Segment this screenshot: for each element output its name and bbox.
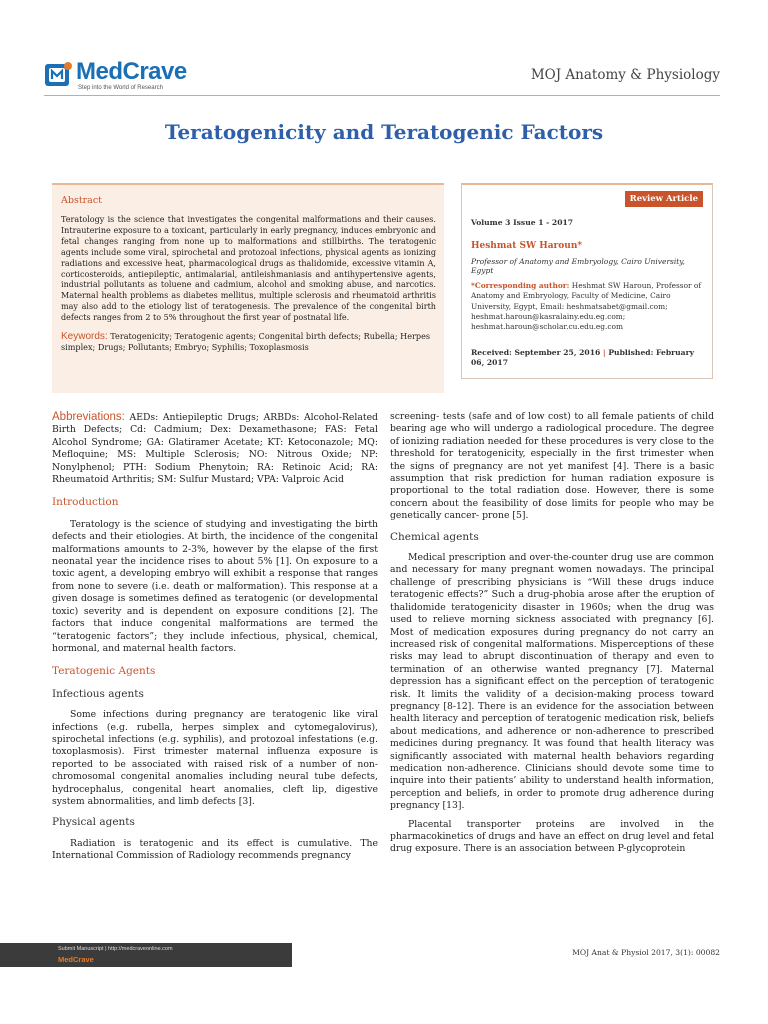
corresponding-label: *Corresponding author: xyxy=(471,281,570,290)
abstract-box xyxy=(52,183,444,393)
abstract-heading: Abstract xyxy=(61,195,102,206)
infectious-agents-heading: Infectious agents xyxy=(52,687,144,700)
logo-wordmark: MedCrave xyxy=(76,58,187,85)
radiation-continued-text: screening- tests (safe and of low cost) to all female patients of child bearing age who will undergo a radiological procedure. The degree of ionizing radiation needed for these procedures is very close to the threshold for teratogenicity, especially in the first trimester when the signs of pregnancy are not yet manifest [4]. There is a basic assumption that risk prediction for human radiation exposure is proportional to the total radiation dose. However, there is some concern about the feasibility of dose limits for people who may be genetically cancer- prone [5]. xyxy=(390,411,714,522)
abstract-text: Teratology is the science that investigates the congenital malformations and their causes. Intrauterine exposure to a toxicant, particularly in early pregnancy, induces embryonic and fetal changes ranging from none up to malformations and stillbirths. The teratogenic agents include some viral, spirochetal and protozoal infections, physical agents as ionizing radiations and excessive heat, pharmacological drugs as thalidomide, excessive vitamin A, corticosteroids, antiepileptic, antimalarial, antileishmaniasis and antihypertensive agents, industrial pollutants as toluene and cadmium, alcohol and smoking abuse, and narcotics. Maternal health problems as diabetes mellitus, multiple sclerosis and rheumatoid arthritis may also add to the etiology list of teratogenesis. The prevalence of the congenital birth defects ranges from 2 to 5% throughout the first year of postnatal life. xyxy=(61,215,436,323)
article-type-badge: Review Article xyxy=(625,191,703,207)
footer-citation: MOJ Anat & Physiol 2017, 3(1): 00082 xyxy=(572,948,720,957)
medcrave-logo-icon xyxy=(44,60,74,90)
keywords xyxy=(61,331,436,353)
corresponding-details[interactable]: Heshmat SW Haroun, Professor of Anatomy and Embryology, Faculty of Medicine, Cairo University, Egypt, Email: heshmatsabet@gmail.com; heshmat.haroun@kasralainy.edu.eg.com; heshmat.haroun@scholar.cu.edu.eg.com xyxy=(471,281,702,332)
infectious-agents-text: Some infections during pregnancy are teratogenic like viral infections (e.g. rubella, herpes simplex and cytomegalovirus), spirochetal infections (e.g. syphilis), and protozoal infestations (e.g. toxoplasmosis). First trimester maternal influenza exposure is reported to be associated with raised risk of a number of non-chromosomal congenital anomalies including neural tube defects, hydrocephalus, congenital heart anomalies, cleft lip, digestive system abnormalities, and limb defects [3]. xyxy=(52,709,378,807)
body-right-column xyxy=(390,411,714,862)
author-affiliation: Professor of Anatomy and Embryology, Cairo University, Egypt xyxy=(471,257,685,275)
teratogenic-agents-heading: Teratogenic Agents xyxy=(52,665,156,678)
article-title: Teratogenicity and Teratogenic Factors xyxy=(164,120,604,144)
abbreviations-paragraph xyxy=(52,411,378,486)
submit-manuscript-link[interactable]: Submit Manuscript | http://medcraveonline.com xyxy=(58,946,173,952)
article-info-box xyxy=(461,183,713,379)
keywords-list: Teratogenicity; Teratogenic agents; Congenital birth defects; Rubella; Herpes simplex; Drugs; Pollutants; Embryo; Syphilis; Toxoplasmosis xyxy=(61,331,431,353)
submit-label: Submit Manuscript xyxy=(58,946,104,952)
submit-url[interactable]: http://medcraveonline.com xyxy=(108,946,173,952)
author-name[interactable]: Heshmat SW Haroun* xyxy=(471,241,583,251)
footer-brand xyxy=(58,955,94,964)
chemical-agents-text: Medical prescription and over-the-counter drug use are common and necessary for many pregnant women nowadays. The principal challenge of prescribing physicians is “Will these drugs induce teratogenic effects?” Such a drug-phobia arose after the eruption of thalidomide teratogenicity disaster in 1960s; when the drug was used to relieve morning sickness associated with pregnancy [6]. Most of medication exposures during pregnancy do not carry an increased risk of congenital malformations. Misperceptions of these risks may lead to abrupt discontinuation of therapy and even to termination of an otherwise wanted pregnancy [7]. Maternal depression has a significant effect on the perception of teratogenic risk. It limits the validity of a decision-making process toward pregnancy [8-12]. There is an evidence for the association between health literacy and perception of teratogenic medication risk, beliefs about medications, and adherence or non-adherence to prescribed medicines during pregnancy. It was found that health literacy was significantly associated with maternal health behaviors regarding medication non-adherence. Clinicians should devote some time to inquire into their patients’ ability to understand health information, perception and beliefs, in order to promote drug adherence during pregnancy [13]. xyxy=(390,552,714,812)
abbreviations-label: Abbreviations: xyxy=(52,411,125,423)
corresponding-author xyxy=(471,281,709,332)
received-date: Received: September 25, 2016 xyxy=(471,348,601,357)
introduction-text: Teratology is the science of studying and investigating the birth defects and their etiologies. At birth, the incidence of the congenital malformations amounts to 2-3%, however by the elapse of the first neonatal year the incidence rises to about 5% [1]. On exposure to a toxic agent, a developing embryo will exhibit a response that ranges from none to severe (i.e. death or malformation). This response at a given dosage is sometimes defined as teratogenic (or developmental toxic) severity and is dependent on exposure conditions [2]. The factors that induce congenital malformations are termed the “teratogenic factors”; they include infectious, physical, chemical, hormonal, and maternal health factors. xyxy=(52,518,378,654)
date-separator: | xyxy=(602,348,606,357)
journal-name: MOJ Anatomy & Physiology xyxy=(530,67,720,83)
introduction-heading: Introduction xyxy=(52,496,119,509)
chemical-agents-heading: Chemical agents xyxy=(390,530,479,543)
volume-issue: Volume 3 Issue 1 - 2017 xyxy=(471,218,574,227)
placental-transporter-text: Placental transporter proteins are involved in the pharmacokinetics of drugs and have an effect on drug level and fetal drug exposure. There is an association between P-glycoprotein xyxy=(390,818,714,855)
abbreviations-text: AEDs: Antiepileptic Drugs; ARBDs: Alcohol-Related Birth Defects; Cd: Cadmium; Dex: Dexamethasone; FAS: Fetal Alcohol Syndrome; GA: Glatiramer Acetate; KT: Ketoconazole; MQ: Mefloquine; MS: Multiple Sclerosis; NO: Nitrous Oxide; NP: Nonylphenol; PTH: Sodium Phenytoin; RA: Retinoic Acid; RA: Rheumatoid Arthritis; SM: Sulfur Mustard; VPA: Valproic Acid xyxy=(52,412,378,486)
medcrave-logo[interactable] xyxy=(44,58,194,92)
header-divider xyxy=(44,95,720,96)
logo-tagline: Step into the World of Research xyxy=(78,85,163,91)
body-left-column xyxy=(52,411,378,869)
physical-agents-text: Radiation is teratogenic and its effect is cumulative. The International Commission of Radiology recommends pregnancy xyxy=(52,837,378,862)
physical-agents-heading: Physical agents xyxy=(52,816,135,829)
published-date: Published: February 06, 2017 xyxy=(471,348,695,367)
footer-brand-text: MedCrave xyxy=(58,955,94,964)
keywords-label: Keywords: xyxy=(61,331,108,343)
article-dates xyxy=(471,348,709,368)
